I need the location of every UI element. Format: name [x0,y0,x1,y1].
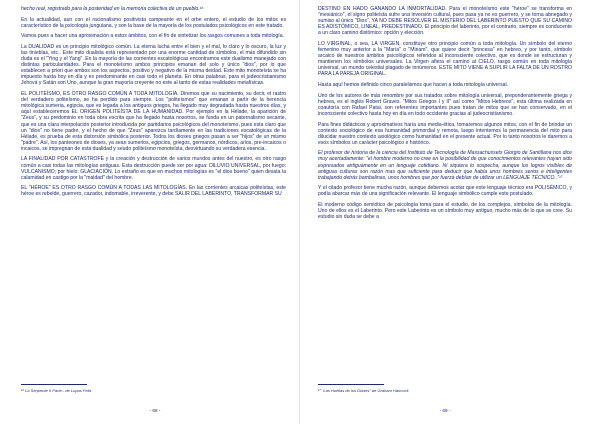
footnote: ¹⁷ "Las Huellas de los Dioses" de Graham Hancock [318,388,409,393]
page-number: - 69 - [439,408,451,413]
paragraph: EL "HÉROE" ES OTRO RASGO COMÚN A TODAS LAS MITOLOGÍAS. En las corrientes arcaicas politeístas, este héroe es rebelde, guerrero, cazador, indomable, irreverente, y debe SALIR DEL LABERINTO, TRANSFORMAR SU [21,185,286,198]
paragraph: LA FINALIDAD POR CATÁSTROFE y la creación y destrucción de varios mundos antes del nuestro, es otro rasgo común a casi todas las mitologías antiguas. Esta destrucción puede ser por agua: DILUVIO UNIVERSAL, por fuego: VULCANISMO; por hielo: GLACIACIÓN. Lo extraño es que en muchos mitologías es "el dios bueno" quien desata la calamidad en castigo por la "maldad" del hombre. [21,156,286,181]
paragraph: LO VIRGINAL, o sea, LA VIRGEN, constituye otro principio común a toda mitología. Un símbolo del eterno femenino muy anterior a la "María" o "Miriam", que quiere decir "princesa" en hebreo, y por tanto, símbolo arcaico de nuestros ámbitos psicológicos referidos al inconsciente colectivo, que es donde se estructuran y mantienen los símbolos universales. La Virgen afiera el camino al CIELO, rasgo común en toda mitología universal, un mundo celestial plagado de innúmeros. ESTE MITO VIENE A SUPLIR LA FALTA DE UN ROSTRO PARA LA PAREJA ORIGINAL. [318,40,572,78]
paragraph: Hasta aquí hemos definido cinco paralelismos que hacen a toda mitología universal. [318,82,508,89]
right-page [300,0,600,424]
footnote-divider [318,384,384,385]
paragraph: El profesor de historia de la ciencia del Instituto de Tecnología de Massachussets Giorgio de Santillana nos dice muy acertadamente: "el hombre moderno no cree en la posibilidad de que conocimientos relevantes hayan sido expresados antiguamente en un lenguaje cotidiano. Ni siquiera lo sospecha, aunque los logros visibles de antiguas culturas son razón mas que suficiente para deducir que había unos hombres serios e inteligentes trabajando detrás bambalinas, unos hombres que por fuerza debían de utilizar un LENGUAJE TÉCNICO.."¹⁷ [318,150,572,181]
paragraph: Vamos pues a hacer una aproximación a estos ámbitos, con el fin de sintetizar los rasgos comunes a toda mitología. [21,33,284,40]
footnote-divider [21,384,87,385]
paragraph: DESTINO EN HADO GANANDO LA INMORTALIDAD. Para el monoteísmo este "héroe" se transforma en "mesiánico", el signo politeísta sufre una inversión cultural, pues pasa ya no es guerrero, y se torna abnegado y sumiso al único "Dios", YA NO DEBE RESOLVER EL MISTERIO DEL LABERINTO PUESTO QUE SU CAMINO ES ADISTÓMICO, LINEAL, PREDESTINADO. El principio del laberinto, por el contrario, siempre es conducente a un claro camino distómico: opción y elección. [318,6,572,37]
paragraph: Y el citado profesor tiene mucha razón, aunque debemos acotar que este lenguaje técnico era POLISÉMICO, y podía abarcar más de una significación relevante. El lenguaje simbólico cumple este postulado. [318,185,572,198]
paragraph: Para fines didácticos y aproximativos haría una media-ética, tomaremos algunos mitos, con el fin de brindar un contexto sociológico de esa humanidad primordial y remota, luego intentemos la permanencia del mito para dilucidar nuestro contexto axiológico como humanidad en el presente actual. Por lo tanto nosotros le daremos a esos símbolos un carácter psicológico e histórico. [318,121,572,146]
paragraph: Uno de los autores de más renombre por sus tratados sobre mitología universal, preponderantemente griega y hebrea, es el inglés Robert Graves. "Mitos Griegos I y II" así como "Mitos Hebreos", esta última realizada en coautoría con Rafael Patai, son referentes importantes pues tratan de mitos que se han conservado, en el inconsciente colectivo hasta hoy en día en todo occidente gracias al judeocristianismo. [318,92,572,117]
paragraph: EL POLITEÍSMO, ES OTRO RASGO COMÚN A TODA MITOLOGÍA. Diremos que su nacimiento, su decir, el rastro del verdadero politeísmo, se ha perdido para siempre. Los "politeísmos" que emanan a partir de la herencia mitológica sumeria, egipcia, que es legada a los antiguos griegos, ha llegado muy degradada hasta nuestros días, y aquí estableceremos EL ORIGEN POLITEÍSTA DE LA HUMANIDAD. Por ejemplo en la Hélade, la aparición de "Zeus", y su predominio en toda obra escrita que ha llegado hasta nosotros, se funda en un paternalismo secante, que es una clara interpolación posterior introducida por partidarios psicológicos del monoteísmo, pues esta claro que un "dios" no tiene padre, y el hecho de que "Zeus" aparezca tardíamente en las tradiciones escatológicas de la Hélade, es prueba de esta distorsión simbólica posterior. Todos los dioses griegos pasan a ser "hijos" de un mismo "padre". Así, los panteones de dioses, ya sean sumerios, egipcios, griegos, germanos, nórdicos, arios, pre-incaicos o incaicos, se impregnan de esta dualidad y seudo politeísmo monoteísta, desvirtuando su verdadera esencia. [21,91,286,152]
paragraph: hecho real, registrado para la posteridad en la memoria colectiva de un pueblo.¹⁶ [21,6,204,12]
paragraph: La DUALIDAD es un principio mitológico común. La eterna lucha entre el bien y el mal, lo claro y lo oscuro, la luz y las tinieblas, etc.. Este mito dualista está representado por una enorme cantidad de símbolos, el más difundido sin duda es el "Ying y el Yang". En la mayoría de las corrientes escatológicas encontramos este dualismo manejado con distintas particularidades. Para el monoteísmo ambos principios emanan del solo y único "dios", por lo que establecen a priori que ambos son los aspectos, positivo y negativo de la misma deidad. Este mito monoteísta se ha impuesto hasta hoy en día y es predominante en casi todo el planeta. En otras palabras, para el judeocristianismo Jehová y Satán son Uno, aunque la gran mayoría creyente no este al tanto de estas realidades metafísicas. [21,43,286,87]
right-page-body [318,6,572,384]
paragraph: El moderno código semiótico de psicología toma para el estudio, de los complejos, símbolos de la mitología. Uno de ellos es el Laberinto. Pero este Laberinto es un símbolo muy antiguo, mucho más de lo que se cree. Su estudio sin duda se debe a [318,202,572,221]
page-number: - 68 - [149,408,161,413]
footnote: ¹⁶ La Serpiente II Parte.- de Lupus Felis [21,388,92,393]
left-page-body [21,6,286,384]
paragraph: En la actualidad, aun con el racionalismo positivista campeante en el orbe entero, el estudio de los mitos es característico de la psicología junguiana, y son la base de la mayoría de los postulados psicológicos en este tratado. [21,16,286,29]
